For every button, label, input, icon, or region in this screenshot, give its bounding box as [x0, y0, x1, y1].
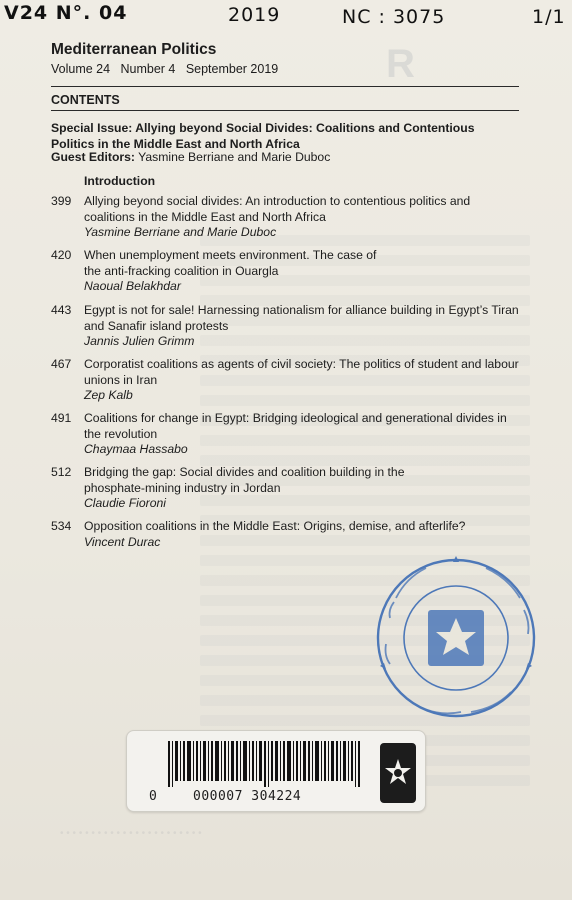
contents-rule [51, 110, 519, 111]
handwritten-copy-note: 1/1 [532, 6, 566, 28]
barcode-sticker [126, 730, 426, 812]
toc-article-authors: Jannis Julien Grimm [84, 334, 195, 348]
barcode-number: 000007 304224 [193, 789, 302, 804]
barcode-icon [168, 741, 368, 787]
header-rule [51, 86, 519, 87]
handwritten-year-note: 2019 [228, 4, 281, 26]
toc-page-number: 534 [51, 519, 72, 533]
toc-entry [51, 357, 521, 404]
library-stamp-icon [366, 548, 546, 728]
toc-entry [51, 194, 521, 241]
toc-article-title: Egypt is not for sale! Harnessing nationalism for alliance building in Egypt’s Tiran and Sanafir island protests [84, 303, 519, 333]
contents-heading: CONTENTS [51, 93, 120, 107]
toc-article-authors: Naoual Belakhdar [84, 279, 181, 293]
toc-article-authors: Vincent Durac [84, 534, 161, 549]
toc-article-title: Opposition coalitions in the Middle East: Origins, demise, and afterlife? [84, 519, 466, 533]
show-through-publisher-logo: R [386, 42, 415, 86]
toc-entry [51, 248, 521, 295]
journal-volume: Volume 24 [51, 62, 111, 76]
toc-page-number: 399 [51, 194, 72, 208]
handwritten-call-number: NC : 3075 [342, 6, 446, 28]
toc-entry [51, 303, 521, 350]
toc-page-number: 491 [51, 411, 72, 425]
toc-article-authors: Claudie Fioroni [84, 496, 166, 510]
toc-entry [51, 519, 521, 550]
toc-entry [51, 411, 521, 458]
toc-article-title: Coalitions for change in Egypt: Bridging ideological and generational divides in the revolution [84, 411, 507, 441]
toc-page-number: 443 [51, 303, 72, 317]
show-through-footer: • • • • • • • • • • • • • • • • • • • • • • • [60, 828, 202, 839]
toc-page-number: 512 [51, 465, 72, 479]
toc-article-title: Bridging the gap: Social divides and coalition building in the phosphate-mining industry in Jordan [84, 465, 405, 495]
guest-editors [51, 150, 330, 164]
toc-entry [51, 465, 521, 512]
guest-editors-names: Yasmine Berriane and Marie Duboc [138, 150, 331, 164]
toc-article-authors: Yasmine Berriane and Marie Duboc [84, 225, 277, 239]
journal-title: Mediterranean Politics [51, 41, 217, 58]
toc-page-number: 420 [51, 248, 72, 262]
toc-article-title: Corporatist coalitions as agents of civil society: The politics of student and labour unions in Iran [84, 357, 519, 387]
star-pattern-icon [383, 758, 413, 788]
journal-issue-info [51, 62, 278, 76]
toc-article-authors: Zep Kalb [84, 388, 133, 402]
toc-article-authors: Chaymaa Hassabo [84, 442, 188, 456]
handwritten-volume-note: V24 N°. 04 [4, 2, 128, 24]
toc-article-title: When unemployment meets environment. The case of the anti-fracking coalition in Ouargla [84, 248, 377, 278]
introduction-heading: Introduction [84, 174, 156, 188]
guest-editors-label: Guest Editors: [51, 150, 135, 164]
special-issue-title: Special Issue: Allying beyond Social Divides: Coalitions and Contentious Politics in the Middle East and North Africa [51, 121, 475, 151]
barcode-left-digit: 0 [149, 789, 157, 804]
toc-page-number: 467 [51, 357, 72, 371]
journal-number: Number 4 [120, 62, 176, 76]
toc-article-title: Allying beyond social divides: An introduction to contentious politics and coalitions in the Middle East and North Africa [84, 194, 471, 224]
library-logo-tag [380, 743, 416, 803]
journal-date: September 2019 [185, 62, 279, 76]
